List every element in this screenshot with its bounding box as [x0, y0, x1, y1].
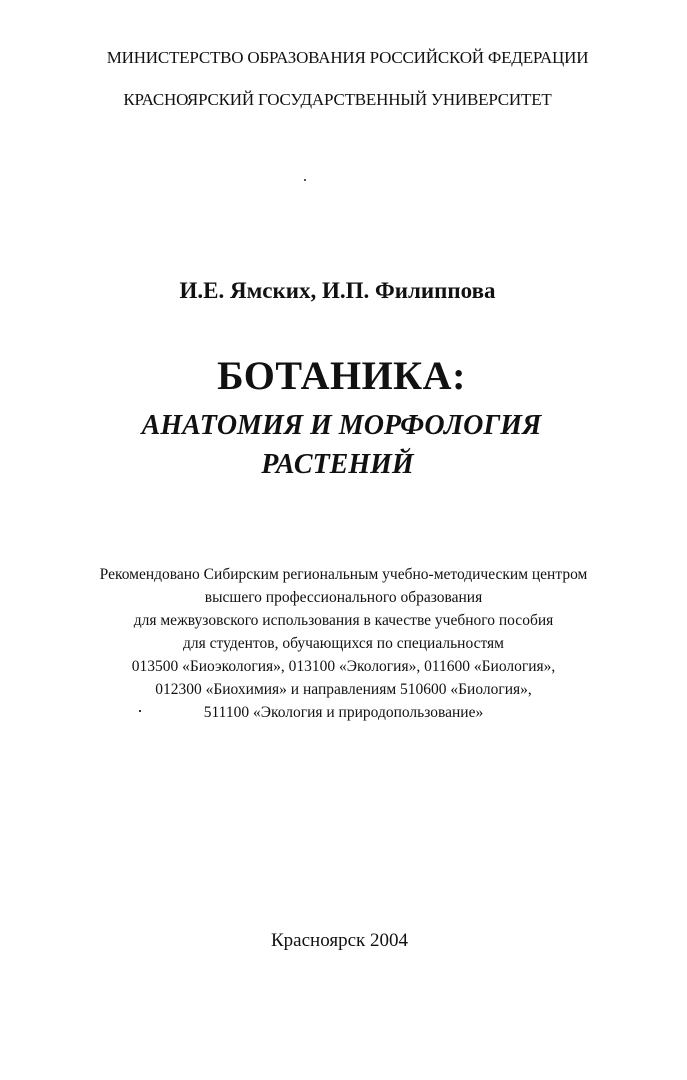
book-title: БОТАНИКА:	[217, 353, 466, 398]
recommendation-line: 013500 «Биоэкология», 013100 «Экология», 011600 «Биология»,	[131, 658, 556, 675]
ministry-heading: МИНИСТЕРСТВО ОБРАЗОВАНИЯ РОССИЙСКОЙ ФЕДЕРАЦИИ	[106, 48, 589, 67]
university-heading: КРАСНОЯРСКИЙ ГОСУДАРСТВЕННЫЙ УНИВЕРСИТЕТ	[123, 90, 552, 109]
authors: И.Е. Ямских, И.П. Филиппова	[179, 278, 496, 303]
book-subtitle-line-2: РАСТЕНИЙ	[261, 449, 414, 480]
recommendation-line-last	[0, 703, 687, 726]
place-year: Красноярск 2004	[271, 930, 408, 951]
book-subtitle-line-1: АНАТОМИЯ И МОРФОЛОГИЯ	[141, 410, 542, 441]
recommendation-line: для межвузовского использования в качестве учебного пособия	[133, 612, 554, 629]
recommendation-block	[0, 565, 687, 726]
scan-speck	[304, 179, 306, 181]
scan-dot	[139, 710, 141, 712]
recommendation-line: высшего профессионального образования	[204, 589, 483, 606]
recommendation-line: для студентов, обучающихся по специальностям	[183, 635, 504, 652]
recommendation-line: 012300 «Биохимия» и направлениям 510600 «Биология»,	[155, 681, 532, 698]
recommendation-line: Рекомендовано Сибирским региональным учебно-методическим центром	[99, 566, 588, 583]
recommendation-line: 511100 «Экология и природопользование»	[203, 704, 484, 721]
